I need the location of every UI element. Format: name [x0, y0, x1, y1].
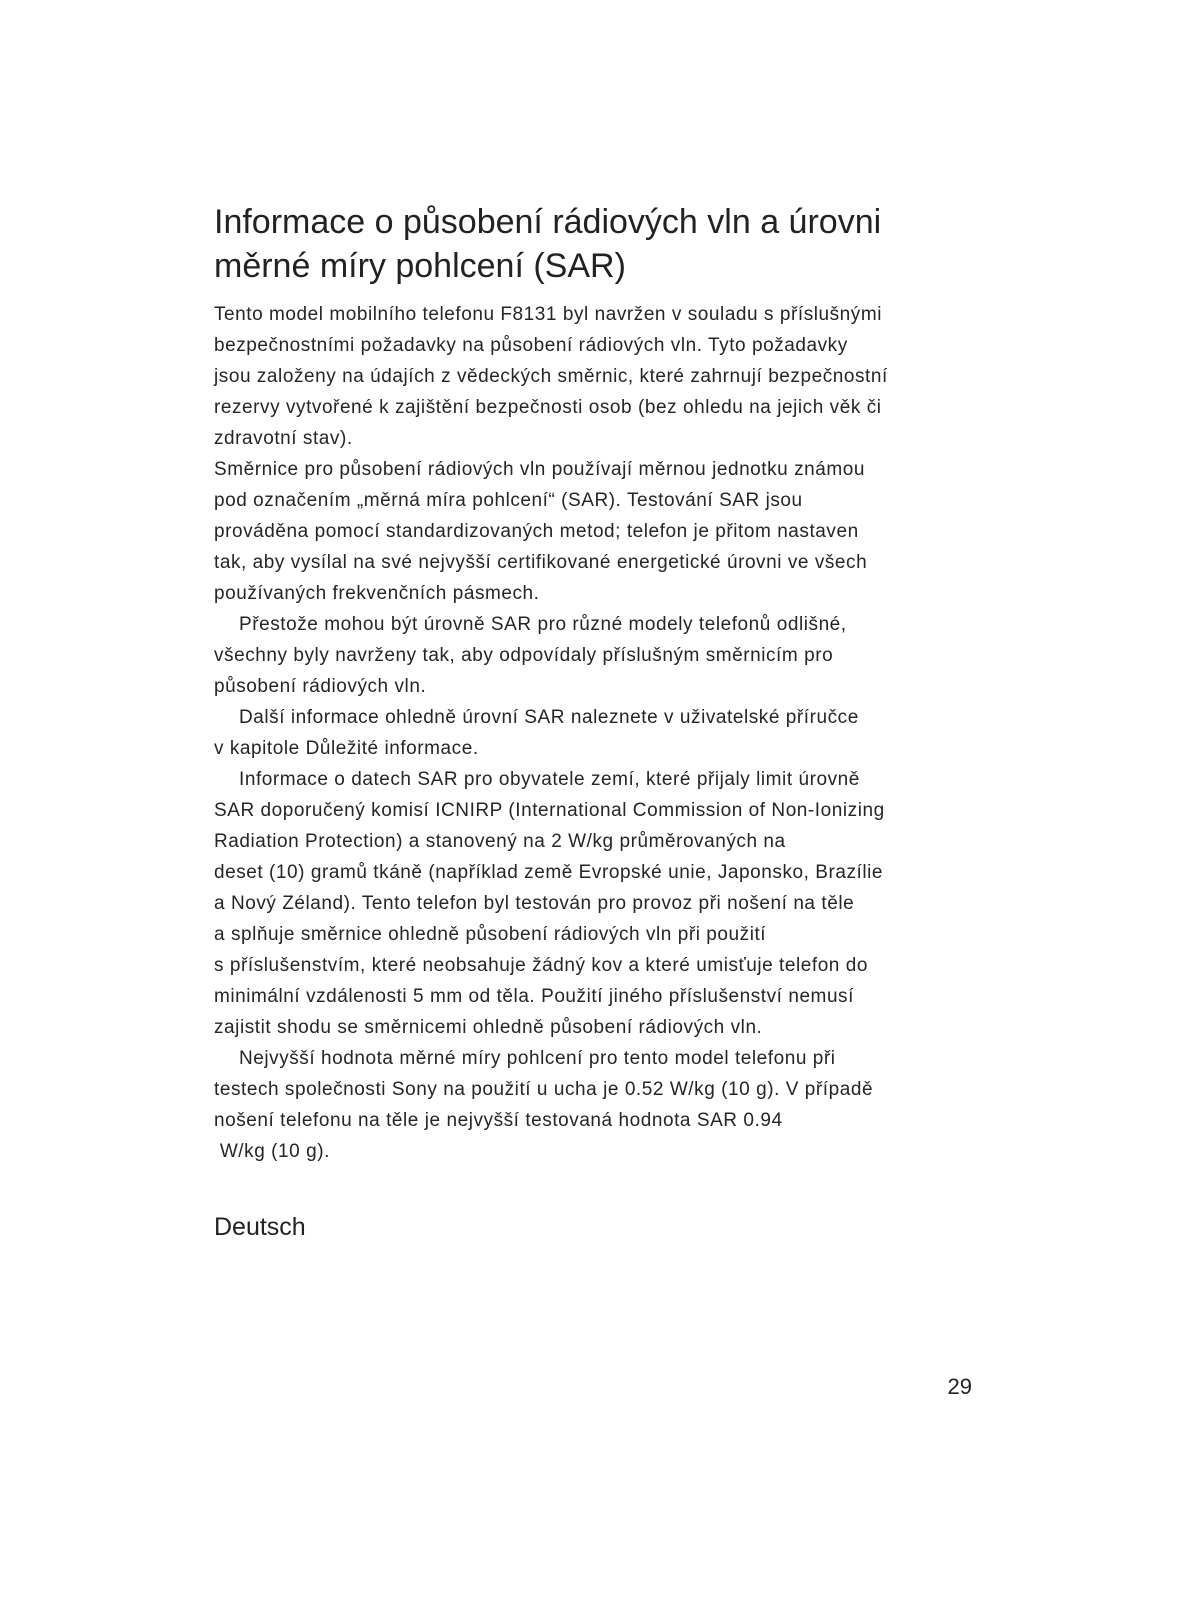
text-line: Další informace ohledně úrovní SAR naleznete v uživatelské příručce	[239, 707, 859, 728]
text-line: prováděna pomocí standardizovaných metod; telefon je přitom nastaven	[214, 521, 859, 542]
text-line: v kapitole Důležité informace.	[214, 738, 479, 759]
page-title	[214, 200, 1014, 288]
text-line: zajistit shodu se směrnicemi ohledně působení rádiových vln.	[214, 1017, 763, 1038]
text-line: Radiation Protection) a stanovený na 2 W/kg průměrovaných na	[214, 831, 786, 852]
paragraph-sar-levels	[214, 609, 1014, 702]
text-line: W/kg (10 g).	[214, 1141, 330, 1162]
page-number: 29	[947, 1374, 972, 1399]
paragraph-sar-definition	[214, 454, 1014, 609]
text-line: Nejvyšší hodnota měrné míry pohlcení pro tento model telefonu při	[239, 1048, 836, 1069]
text-line: používaných frekvenčních pásmech.	[214, 583, 540, 604]
text-line: s příslušenstvím, které neobsahuje žádný kov a které umisťuje telefon do	[214, 955, 868, 976]
text-line: rezervy vytvořené k zajištění bezpečnosti osob (bez ohledu na jejich věk či	[214, 397, 882, 418]
text-line: zdravotní stav).	[214, 428, 353, 449]
text-line: nošení telefonu na těle je nejvyšší testovaná hodnota SAR 0.94	[214, 1110, 783, 1131]
text-line: všechny byly navrženy tak, aby odpovídaly příslušným směrnicím pro	[214, 645, 834, 666]
text-line: a Nový Zéland). Tento telefon byl testován pro provoz při nošení na těle	[214, 893, 855, 914]
text-line: SAR doporučený komisí ICNIRP (International Commission of Non-Ionizing	[214, 800, 885, 821]
text-line: Tento model mobilního telefonu F8131 byl navržen v souladu s příslušnými	[214, 304, 882, 325]
paragraph-icnirp	[214, 764, 1014, 1043]
text-line: Informace o datech SAR pro obyvatele zemí, které přijaly limit úrovně	[239, 769, 860, 790]
title-line: Informace o působení rádiových vln a úrovni	[214, 203, 882, 241]
text-line: bezpečnostními požadavky na působení rádiových vln. Tyto požadavky	[214, 335, 848, 356]
text-line: jsou založeny na údajích z vědeckých směrnic, které zahrnují bezpečnostní	[214, 366, 888, 387]
text-line: působení rádiových vln.	[214, 676, 427, 697]
text-line: Směrnice pro působení rádiových vln používají měrnou jednotku známou	[214, 459, 866, 480]
text-line: deset (10) gramů tkáně (například země Evropské unie, Japonsko, Brazílie	[214, 862, 884, 883]
text-line: a splňuje směrnice ohledně působení rádiových vln při použití	[214, 924, 767, 945]
section-label-deutsch: Deutsch	[214, 1213, 306, 1241]
text-line: testech společnosti Sony na použití u ucha je 0.52 W/kg (10 g). V případě	[214, 1079, 874, 1100]
paragraph-sar-values	[214, 1043, 1014, 1167]
text-line: tak, aby vysílal na své nejvyšší certifikované energetické úrovni ve všech	[214, 552, 868, 573]
text-line: minimální vzdálenosti 5 mm od těla. Použití jiného příslušenství nemusí	[214, 986, 854, 1007]
paragraph-more-info	[214, 702, 1014, 764]
text-line: pod označením „měrná míra pohlcení“ (SAR). Testování SAR jsou	[214, 490, 803, 511]
title-line: měrné míry pohlcení (SAR)	[214, 247, 626, 285]
body-text	[214, 299, 1014, 1167]
text-line: Přestože mohou být úrovně SAR pro různé modely telefonů odlišné,	[239, 614, 847, 635]
paragraph-intro	[214, 299, 1014, 454]
